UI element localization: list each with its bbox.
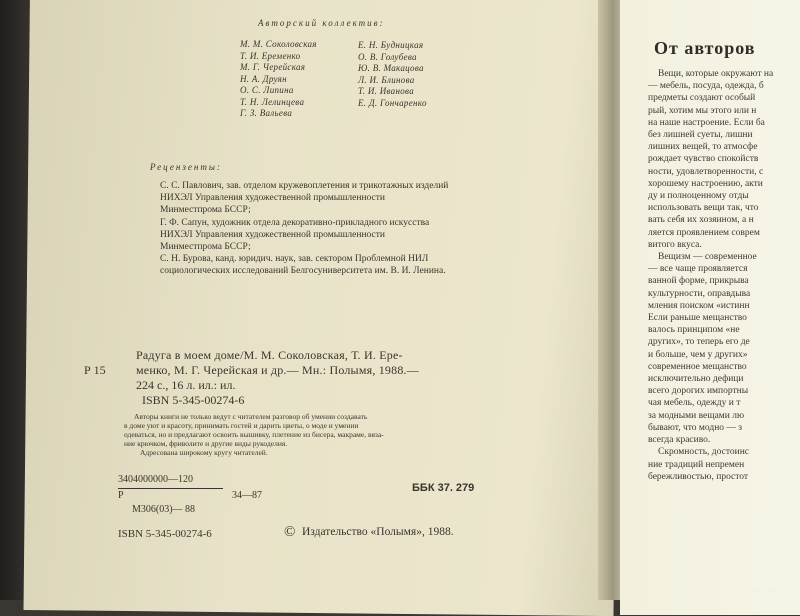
catalog-line-3: 224 с., 16 л. ил.: ил. <box>136 378 236 392</box>
bbk-code: ББК 37. 279 <box>412 482 475 494</box>
reviewer-line: социологических исследований Белгосуниверситета им. В. И. Ленина. <box>160 266 446 277</box>
reviewer-line: НИХЭЛ Управления художественной промышленности <box>160 229 385 240</box>
authors-column-1 <box>240 39 317 120</box>
text-line: ду и полноценному отды <box>648 191 749 202</box>
text-line: без лишней суеты, лишни <box>648 130 753 141</box>
audience: Адресована широкому кругу читателей. <box>140 448 268 457</box>
text-line: ности, удовлетворенности, с <box>648 166 764 177</box>
author-name: М. М. Соколовская <box>240 39 317 49</box>
right-page-text <box>648 68 800 483</box>
reviewer-line: Минместпрома БССР; <box>160 242 251 253</box>
catalog-code: Р 15 <box>84 363 106 377</box>
authors-heading: Авторский коллектив: <box>258 18 385 28</box>
text-line: лишних вещей, то атмосфе <box>648 142 758 153</box>
author-name: Г. З. Вальева <box>240 108 293 118</box>
section-title: От авторов <box>654 38 756 58</box>
author-name: Н. А. Друян <box>240 73 287 84</box>
catalog-isbn: ISBN 5-345-00274-6 <box>142 393 245 407</box>
text-line: рый, хотим мы этого или н <box>648 105 757 116</box>
text-line: использовать вещи так, что <box>648 203 759 214</box>
left-page <box>24 0 620 616</box>
catalog-line-2: менко, М. Г. Черейская и др.— Мн.: Полымя, 1988.— <box>136 363 419 377</box>
annotation-line: Авторы книги не только ведут с читателем разговор об умении создавать <box>134 412 368 421</box>
annotation-line: одеваться, но и предлагают освоить вышивку, плетение из бисера, макраме, вяза- <box>124 430 384 439</box>
text-line: Вещизм — современное <box>658 252 757 263</box>
text-line: ляется проявлением соврем <box>648 227 760 238</box>
watermark: www.ay.by <box>740 584 792 596</box>
author-name: О. В. Голубева <box>358 51 417 62</box>
reviewers-heading: Рецензенты: <box>150 162 222 172</box>
author-name: Е. Н. Будницкая <box>358 40 424 50</box>
reviewer-line: Минместпрома БССР; <box>160 205 251 216</box>
text-line: бывают, что модно — з <box>648 422 743 433</box>
authors-column-2 <box>358 40 427 109</box>
isbn-bottom: ISBN 5-345-00274-6 <box>118 528 212 540</box>
reviewer-line: Г. Ф. Сапун, художник отдела декоративно-прикладного искусства <box>160 217 430 228</box>
text-line: за модными вещами лю <box>648 410 745 421</box>
catalog-line-1: Радуга в моем доме/М. М. Соколовская, Т. И. Ере- <box>136 348 403 362</box>
text-line: и больше, чем у других» <box>648 349 748 360</box>
catalog-code-m: М306(03)— 88 <box>132 504 196 515</box>
text-line: других», то теперь его де <box>648 337 750 348</box>
publisher: Издательство «Полымя», 1988. <box>302 526 454 538</box>
reviewer-line: НИХЭЛ Управления художественной промышленности <box>160 193 385 204</box>
text-line: исключительно дефици <box>648 374 744 385</box>
author-name: Т. И. Еременко <box>240 50 301 61</box>
text-line: рождает чувство спокойств <box>648 154 759 165</box>
text-line: всегда красиво. <box>648 435 711 446</box>
annotation-line: ние крючком, фриволите и другие виды рукоделия. <box>124 439 288 448</box>
author-name: М. Г. Черейская <box>240 62 306 72</box>
annotation-line: в доме уют и красоту, принимать гостей и дарить цветы, о моде и умении <box>124 421 359 430</box>
text-line: ванной форме, прикрыва <box>648 276 749 287</box>
text-line: культурности, оправдыва <box>648 288 751 299</box>
text-line: витого вкуса. <box>648 239 702 250</box>
text-line: на наше настроение. Если ба <box>648 117 765 128</box>
catalog-code-tail: 34—87 <box>232 490 262 501</box>
text-line: хорошему настроению, акти <box>648 178 763 189</box>
author-name: Л. И. Блинова <box>358 74 415 85</box>
text-line: мления поиском «истинн <box>648 300 750 311</box>
author-name: О. С. Липина <box>240 85 294 95</box>
reviewer-line: С. С. Павлович, зав. отделом кружевоплетения и трикотажных изделий <box>160 181 449 191</box>
text-line: вать себя их хозяином, а н <box>648 215 754 226</box>
author-name: Т. И. Иванова <box>358 86 414 96</box>
text-line: — мебель, посуда, одежда, б <box>648 81 764 92</box>
text-line: — все чаще проявляется <box>648 264 748 275</box>
text-line: валось принципом «не <box>648 325 740 336</box>
author-name: Е. Д. Гончаренко <box>358 97 427 108</box>
text-line: предметы создают особый <box>648 93 756 104</box>
text-line: Скромность, достоинс <box>658 447 750 458</box>
reviewers-list <box>160 180 448 278</box>
text-line: бережливостью, простот <box>648 471 749 482</box>
author-name: Т. Н. Лелинцева <box>240 96 305 107</box>
catalog-code-number: 3404000000—120 <box>118 474 193 485</box>
reviewer-line: С. Н. Бурова, канд. юридич. наук, зав. сектором Проблемной НИЛ <box>160 254 429 265</box>
text-line: Вещи, которые окружают на <box>658 69 774 79</box>
annotation <box>124 412 384 448</box>
text-line: чая мебель, одежду и т <box>648 398 741 409</box>
divider-line <box>118 476 223 489</box>
text-line: Если раньше мещанство <box>648 313 747 324</box>
text-line: ние традиций непремен <box>648 459 745 470</box>
catalog-code-p: Р <box>118 490 124 501</box>
text-line: современное мещанство <box>648 361 747 372</box>
text-line: всего дорогих импортны <box>648 386 749 397</box>
author-name: Ю. В. Макацова <box>358 63 424 73</box>
copyright-symbol: © <box>284 524 296 540</box>
